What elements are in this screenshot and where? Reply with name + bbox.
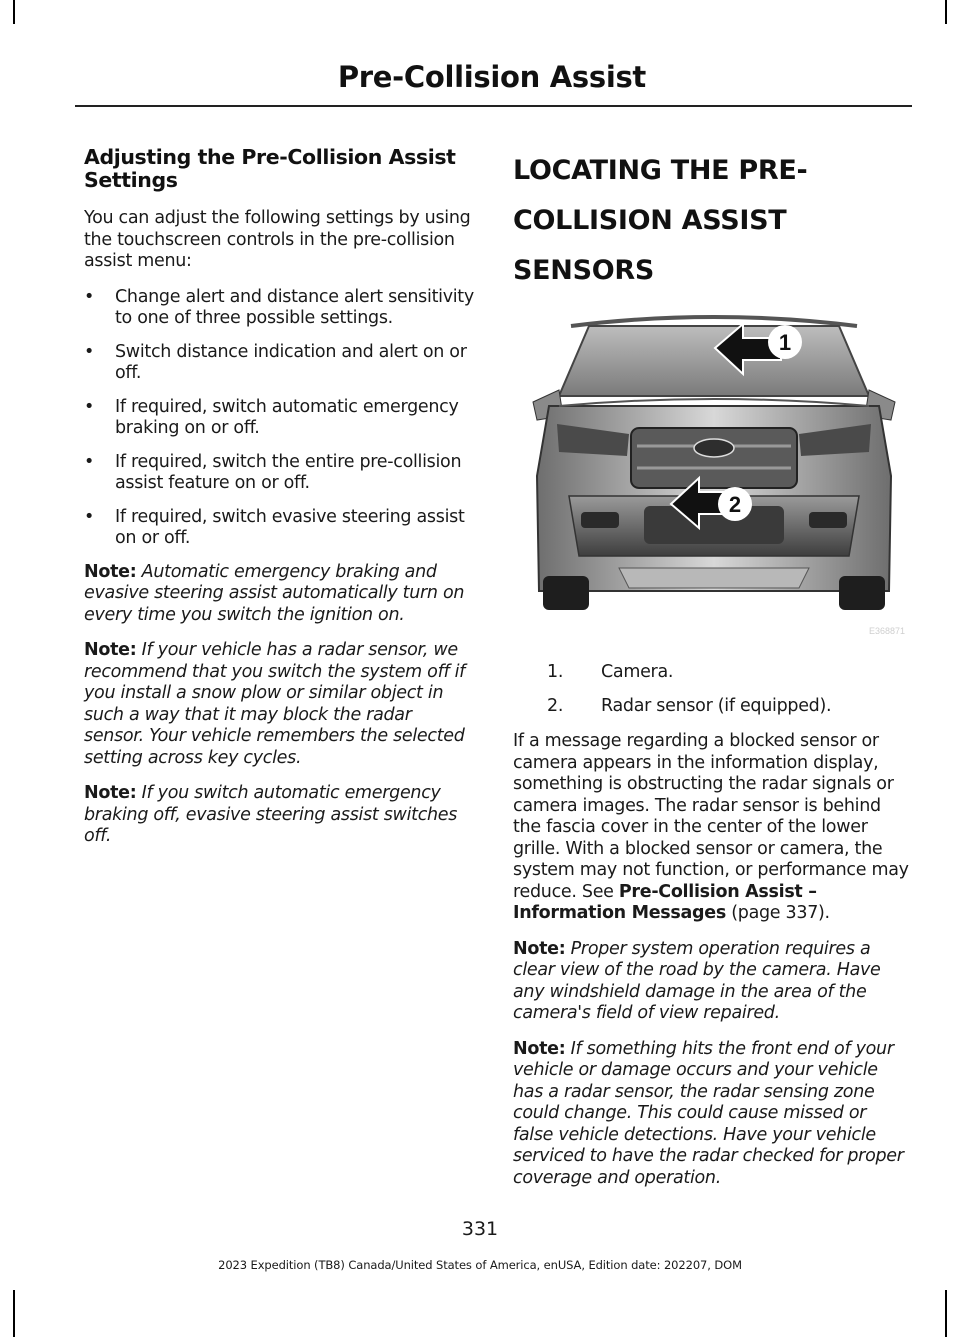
note-ignition: [84, 562, 476, 627]
list-item: • If required, switch evasive steering assist on or off.: [84, 507, 476, 550]
right-column: [513, 146, 909, 1203]
crop-mark: [13, 0, 15, 24]
legend-number: 2.: [547, 695, 564, 716]
crop-mark: [945, 1290, 947, 1337]
note-snow-plow: [84, 640, 476, 769]
section-heading-line1: LOCATING THE PRE-: [513, 155, 808, 186]
list-item: • If required, switch the entire pre-collision assist feature on or off.: [84, 452, 476, 495]
note-label: Note:: [513, 1038, 566, 1059]
blocked-sensor-text: If a message regarding a blocked sensor or camera appears in the information display, something is obstructing the radar signals or camera images. The radar sensor is behind the fascia cover in the center of the lower grille. With a blocked sensor or camera, the system may not function, or performance may reduce. See: [513, 731, 909, 902]
header-divider: [75, 105, 912, 107]
blocked-sensor-paragraph: [513, 731, 909, 925]
figure-legend: [513, 662, 909, 717]
section-heading: [513, 146, 909, 296]
crop-mark: [13, 1290, 15, 1337]
figure-code: E368871: [868, 626, 905, 636]
page-title: Pre-Collision Assist: [337, 60, 646, 94]
note-text: Proper system operation requires a clear view of the road by the camera. Have any windshield damage in the area of the camera's field of view repaired.: [513, 938, 881, 1023]
page-number: 331: [461, 1218, 499, 1240]
vehicle-front-illustration: [519, 306, 909, 638]
note-text: If you switch automatic emergency braking off, evasive steering assist switches off.: [84, 783, 458, 846]
left-column: [84, 146, 476, 862]
settings-list: [84, 287, 476, 550]
list-item: • Switch distance indication and alert on or off.: [84, 342, 476, 385]
legend-item: [513, 662, 909, 684]
vehicle-svg: [519, 306, 909, 638]
edition-footer: 2023 Expedition (TB8) Canada/United States of America, enUSA, Edition date: 202207, DOM: [218, 1258, 742, 1272]
callout-1: 1: [778, 330, 792, 355]
callout-2: 2: [728, 492, 742, 517]
crop-mark: [945, 0, 947, 24]
note-label: Note:: [84, 640, 137, 660]
legend-text: Radar sensor (if equipped).: [601, 695, 832, 716]
legend-item: [513, 696, 909, 718]
cross-reference-page: (page 337).: [725, 903, 830, 923]
settings-intro: You can adjust the following settings by using the touchscreen controls in the pre-collision assist menu:: [84, 208, 471, 271]
legend-text: Camera.: [601, 662, 674, 682]
settings-subheading: Adjusting the Pre-Collision Assist Settings: [84, 145, 456, 192]
note-label: Note:: [513, 938, 566, 959]
note-text: Automatic emergency braking and evasive steering assist automatically turn on every time you switch the ignition on.: [84, 561, 465, 625]
note-text: If something hits the front end of your vehicle or damage occurs and your vehicle has a radar sensor, the radar sensing zone could change. This could cause missed or false vehicle detections. Have your vehicle serviced to have the radar checked for proper coverage and operation.: [513, 1038, 904, 1188]
list-item: • If required, switch automatic emergency braking on or off.: [84, 397, 476, 440]
note-braking-off: [84, 783, 476, 848]
section-heading-line2: COLLISION ASSIST SENSORS: [513, 205, 787, 286]
note-text: If your vehicle has a radar sensor, we recommend that you switch the system off if you install a snow plow or similar object in such a way that it may block the radar sensor. Your vehicle remembers the selected setting across key cycles.: [84, 640, 465, 768]
note-label: Note:: [84, 561, 137, 582]
cross-reference-link[interactable]: Pre-Collision Assist – Information Messages: [513, 881, 817, 923]
note-label: Note:: [84, 783, 137, 803]
list-item: • Change alert and distance alert sensitivity to one of three possible settings.: [84, 287, 476, 330]
note-front-damage: [513, 1039, 909, 1190]
legend-number: 1.: [547, 662, 564, 682]
note-windshield: [513, 939, 909, 1025]
